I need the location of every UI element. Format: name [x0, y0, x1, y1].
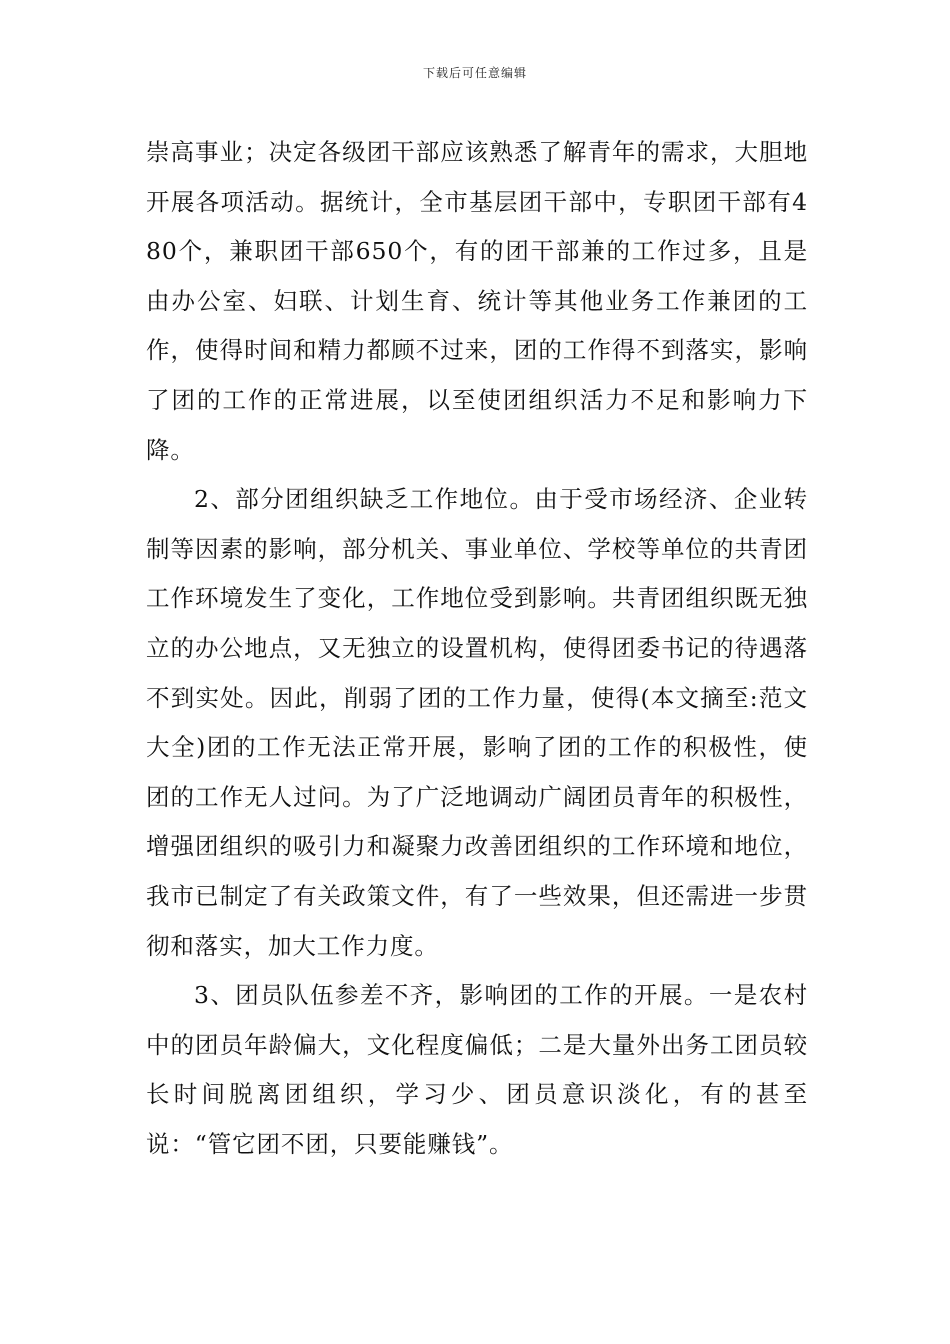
paragraph-item-2: 2、部分团组织缺乏工作地位。由于受市场经济、企业转制等因素的影响，部分机关、事业单位、学校等单位的共青团工作环境发生了变化，工作地位受到影响。共青团组织既无独立的办公地点，又无独立的设置机构，使得团委书记的待遇落不到实处。因此，削弱了团的工作力量，使得(本文摘至:范文大全)团的工作无法正常开展，影响了团的工作的积极性，使团的工作无人过问。为了广泛地调动广阔团员青年的积极性，增强团组织的吸引力和凝聚力改善团组织的工作环境和地位，我市已制定了有关政策文件，有了一些效果，但还需进一步贯彻和落实，加大工作力度。 [146, 485, 808, 960]
paragraph-continuation: 崇高事业；决定各级团干部应该熟悉了解青年的需求，大胆地开展各项活动。据统计，全市基层团干部中，专职团干部有480个，兼职团干部650个，有的团干部兼的工作过多，且是由办公室、妇联、计划生育、统计等其他业务工作兼团的工作，使得时间和精力都顾不过来，团的工作得不到落实，影响了团的工作的正常进展，以至使团组织活力不足和影响力下降。 [146, 138, 808, 464]
page-header: 下载后可任意编辑 [422, 66, 527, 80]
document-body [146, 128, 808, 1169]
paragraph-item-3: 3、团员队伍参差不齐，影响团的工作的开展。一是农村中的团员年龄偏大，文化程度偏低；二是大量外出务工团员较长时间脱离团组织，学习少、团员意识淡化，有的甚至说：“管它团不团，只要能赚钱”。 [146, 981, 808, 1158]
